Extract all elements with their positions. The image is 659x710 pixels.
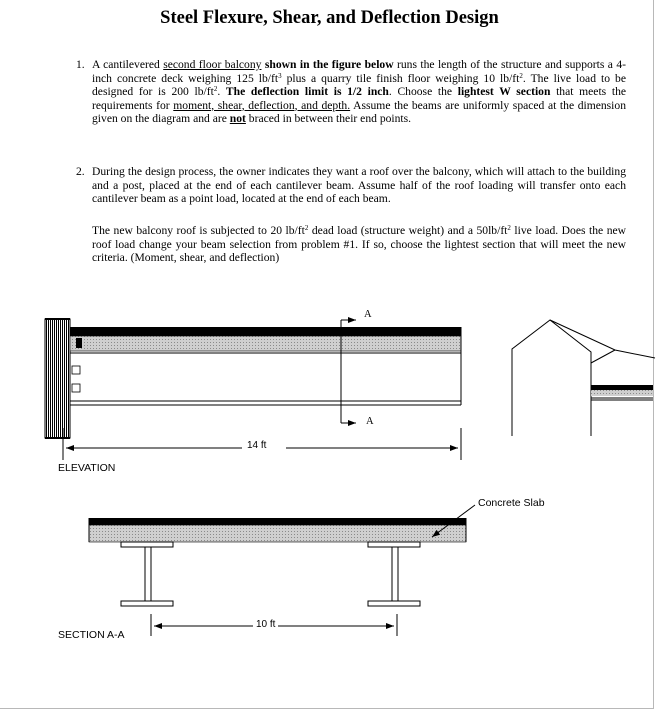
problem-1-text: A cantilevered second floor balcony shown in the figure below runs the length of the structure and supports a 4-inch concrete deck weighing 125 $lb/ft^3$ plus a quarry tile finish floor weighing 10 $lb/ft^2$. The live load to be designed for is 200 $lb/ft^2$. The deflection limit is 1/2 inch. Choose the lightest W section that meets the requirements for moment, shear, deflection, and depth. Assume the beams are uniformly spaced at the dimension given on the diagram and are not braced in between their end points. bbox=[92, 58, 627, 125]
section-marker-bottom: A bbox=[366, 416, 374, 427]
left-beam-bottom-flange bbox=[121, 601, 173, 606]
span-label: 14 ft bbox=[247, 440, 267, 451]
concrete-deck bbox=[70, 327, 461, 336]
elevation-label: ELEVATION bbox=[58, 462, 116, 474]
section-marker-top: A bbox=[364, 309, 372, 320]
elevation-view bbox=[45, 319, 461, 460]
problem-2-number: 2. bbox=[76, 165, 85, 178]
left-beam-top-flange bbox=[121, 542, 173, 547]
house-balcony-deck bbox=[591, 385, 653, 390]
support-wall bbox=[45, 319, 70, 438]
section-slab-top bbox=[89, 518, 466, 525]
house-side-view bbox=[512, 320, 655, 436]
right-beam-top-flange bbox=[368, 542, 420, 547]
page-title: Steel Flexure, Shear, and Deflection Design bbox=[160, 8, 499, 28]
concrete-slab-label: Concrete Slab bbox=[478, 497, 545, 509]
problem-1-number: 1. bbox=[76, 58, 85, 71]
left-beam-web bbox=[145, 547, 151, 601]
problem-2-paragraph-1: During the design process, the owner indicates they want a roof over the balcony, which will attach to the building and a post, placed at the end of each cantilever beam. Assume half of the roof loading will transfer onto each cantilever beam as a point load, located at the end of each beam. bbox=[92, 165, 626, 205]
section-a-a-label: SECTION A-A bbox=[58, 629, 125, 641]
section-a-a-view bbox=[89, 505, 475, 636]
spacing-label: 10 ft bbox=[256, 619, 276, 630]
right-beam-web bbox=[392, 547, 398, 601]
problem-2-paragraph-2: The new balcony roof is subjected to 20 $lb/ft^2$ dead load (structure weight) and a $50lb/ft^2$ live load. Does the new roof load change your beam selection from problem #1. If so, choose the lightest section that will meet the new criteria. (Moment, shear, and deflection) bbox=[92, 224, 627, 264]
concrete-slab bbox=[89, 525, 466, 542]
right-beam-bottom-flange bbox=[368, 601, 420, 606]
beam-top-flange bbox=[70, 336, 461, 351]
